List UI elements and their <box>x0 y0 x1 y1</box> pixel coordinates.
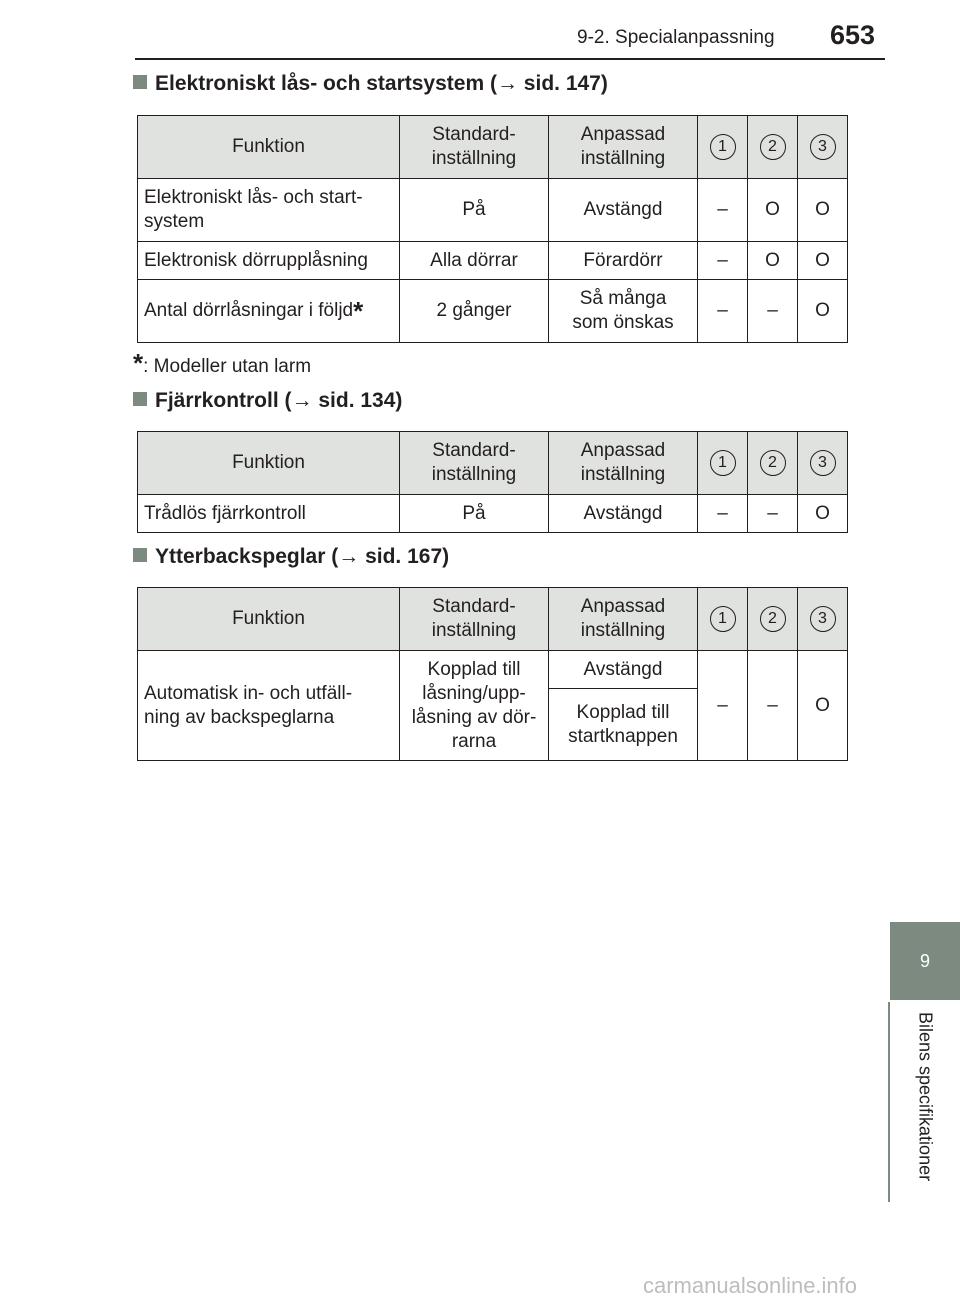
table-row <box>138 280 848 343</box>
table-row <box>138 495 848 533</box>
circled-2-icon: 2 <box>760 134 786 160</box>
cell-mode-1: – <box>698 280 748 343</box>
col-header-2 <box>748 116 798 179</box>
circled-3-icon: 3 <box>810 606 836 632</box>
circled-2-icon: 2 <box>760 450 786 476</box>
col-header-2 <box>748 432 798 495</box>
col-header-custom: Anpassad inställning <box>549 588 698 651</box>
col-header-1 <box>698 432 748 495</box>
circled-3-icon: 3 <box>810 450 836 476</box>
cell-mode-1: – <box>698 242 748 280</box>
cell-mode-3: O <box>798 179 848 242</box>
cell-default: På <box>400 179 549 242</box>
cell-mode-2: O <box>748 179 798 242</box>
cell-custom-option-2: Kopplad till startknappen <box>549 689 698 761</box>
col-header-custom: Anpassad inställning <box>549 432 698 495</box>
col-header-2 <box>748 588 798 651</box>
circled-1-icon: 1 <box>710 606 736 632</box>
cell-mode-3: O <box>798 495 848 533</box>
chapter-tab-number: 9 <box>890 922 960 1000</box>
cell-mode-1: – <box>698 651 748 761</box>
heading-text: Elektroniskt lås- och startsystem ( <box>155 72 497 95</box>
footnote-text: : Modeller utan larm <box>143 356 312 377</box>
circled-1-icon: 1 <box>710 450 736 476</box>
chapter-tab <box>890 1002 960 1202</box>
settings-table-lock-start <box>137 115 848 343</box>
heading-page-ref: sid. 167) <box>359 545 450 568</box>
settings-table-mirrors <box>137 587 848 761</box>
footnote-mark: * <box>353 296 364 326</box>
cell-mode-2: O <box>748 242 798 280</box>
page-number: 653 <box>830 20 876 50</box>
col-header-3 <box>798 116 848 179</box>
circled-1-icon: 1 <box>710 134 736 160</box>
cell-mode-2: – <box>748 651 798 761</box>
settings-table-remote <box>137 431 848 533</box>
cell-custom: Avstängd <box>549 495 698 533</box>
cell-custom: Så många som önskas <box>549 280 698 343</box>
cell-mode-2: – <box>748 495 798 533</box>
bullet-square-icon <box>133 392 147 406</box>
cell-function: Elektronisk dörrupplåsning <box>138 242 400 280</box>
cell-function: Elektroniskt lås- och start- system <box>138 179 400 242</box>
section-heading-lock-start <box>133 72 608 96</box>
section-heading-mirrors <box>133 545 449 569</box>
cell-mode-1: – <box>698 495 748 533</box>
cell-custom: Avstängd <box>549 179 698 242</box>
circled-3-icon: 3 <box>810 134 836 160</box>
cell-function: Automatisk in- och utfäll- ning av backspeglarna <box>138 651 400 761</box>
section-title: 9-2. Specialanpassning <box>577 27 775 48</box>
cell-default: På <box>400 495 549 533</box>
cell-mode-3: O <box>798 242 848 280</box>
col-header-function: Funktion <box>138 432 400 495</box>
table-row <box>138 651 848 689</box>
col-header-custom: Anpassad inställning <box>549 116 698 179</box>
cell-function-text: Antal dörrlåsningar i följd <box>144 300 354 321</box>
arrow-right-icon: → <box>291 389 313 412</box>
col-header-default: Standard- inställning <box>400 116 549 179</box>
arrow-right-icon: → <box>496 72 518 95</box>
bullet-square-icon <box>133 75 147 89</box>
cell-default: Alla dörrar <box>400 242 549 280</box>
table-row <box>138 179 848 242</box>
cell-default: 2 gånger <box>400 280 549 343</box>
col-header-default: Standard- inställning <box>400 432 549 495</box>
col-header-1 <box>698 116 748 179</box>
table-header-row <box>138 116 848 179</box>
col-header-1 <box>698 588 748 651</box>
table-header-row <box>138 588 848 651</box>
heading-text: Fjärrkontroll ( <box>155 389 292 412</box>
heading-text: Ytterbackspeglar ( <box>155 545 339 568</box>
cell-mode-3: O <box>798 651 848 761</box>
col-header-function: Funktion <box>138 588 400 651</box>
cell-mode-1: – <box>698 179 748 242</box>
chapter-tab-title: Bilens specifikationer <box>915 1012 936 1182</box>
section-heading-remote <box>133 389 402 413</box>
col-header-3 <box>798 588 848 651</box>
arrow-right-icon: → <box>338 545 360 568</box>
cell-function: Trådlös fjärrkontroll <box>138 495 400 533</box>
watermark: carmanualsonline.info <box>643 1273 858 1298</box>
table-row <box>138 242 848 280</box>
cell-custom: Förardörr <box>549 242 698 280</box>
heading-page-ref: sid. 147) <box>517 72 608 95</box>
cell-custom-option-1: Avstängd <box>549 651 698 689</box>
col-header-default: Standard- inställning <box>400 588 549 651</box>
heading-page-ref: sid. 134) <box>312 389 403 412</box>
table-header-row <box>138 432 848 495</box>
cell-mode-3: O <box>798 280 848 343</box>
cell-function <box>138 280 400 343</box>
col-header-3 <box>798 432 848 495</box>
footnote-star: * <box>133 348 144 378</box>
bullet-square-icon <box>133 548 147 562</box>
cell-default: Kopplad till låsning/upp- låsning av dör- rarna <box>400 651 549 761</box>
cell-mode-2: – <box>748 280 798 343</box>
header-rule <box>135 58 885 60</box>
footnote <box>133 348 311 379</box>
circled-2-icon: 2 <box>760 606 786 632</box>
col-header-function: Funktion <box>138 116 400 179</box>
